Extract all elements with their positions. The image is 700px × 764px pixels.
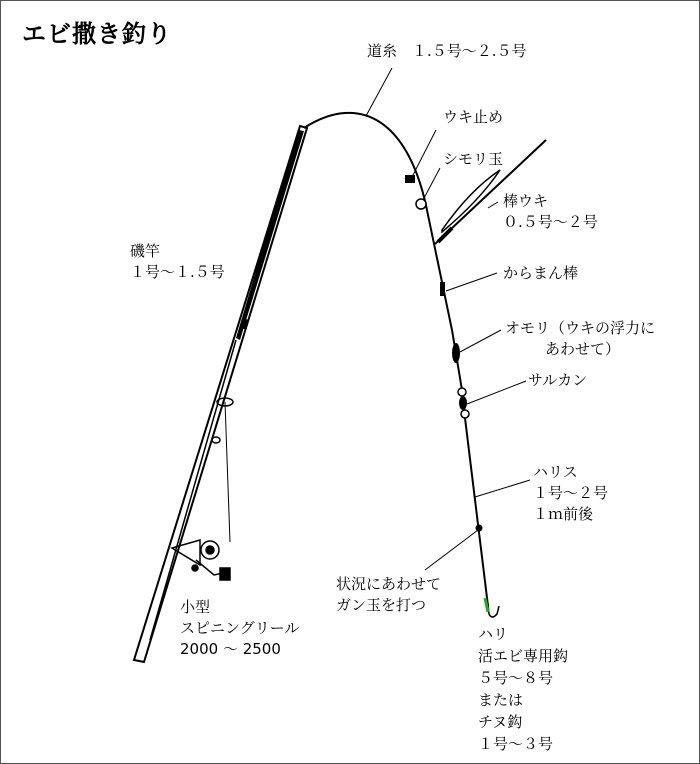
rod-size-label: １号～１.５号 [130, 263, 225, 281]
rod [134, 126, 307, 662]
reel-label: 小型 [180, 598, 211, 616]
alt-hook-size-label: １号～３号 [478, 735, 554, 753]
karaman-rod [440, 282, 445, 296]
hook-label: ハリ [478, 625, 509, 643]
karaman-rod-label: からまん棒 [503, 264, 579, 282]
sinker-label: オモリ（ウキの浮力に [505, 319, 656, 337]
or-label: または [478, 691, 524, 709]
shimori-bead-label: シモリ玉 [443, 150, 504, 168]
split-shot [476, 525, 483, 532]
float-stopper [405, 175, 415, 183]
alt-hook-label: チヌ鈎 [478, 713, 523, 731]
main-line [304, 113, 462, 390]
leader-size-label: １号～２号 [533, 484, 609, 502]
swivel-label: サルカン [528, 371, 588, 389]
reel-type-label: スピニングリール [180, 619, 300, 637]
leader-label: ハリス [533, 463, 578, 481]
reel-size-label: 2000 ～ 2500 [180, 640, 281, 658]
hook-type-label: 活エビ専用鈎 [478, 647, 569, 665]
line-rod-to-reel [225, 402, 230, 542]
reel [172, 540, 230, 580]
swivel [458, 388, 469, 418]
sinker [452, 343, 460, 363]
shimori-bead [416, 199, 426, 209]
hook-size-label: ５号～８号 [478, 669, 554, 687]
stick-float-label: 棒ウキ [503, 192, 549, 210]
main-line-label: 道糸 １.５号～２.５号 [367, 42, 527, 60]
sinker-label-cont: あわせて） [545, 340, 621, 358]
split-shot-label-cont: ガン玉を打つ [336, 596, 427, 614]
leader [465, 418, 488, 606]
diagram-title: エビ撒き釣り [22, 20, 172, 48]
leader-length-label: １ｍ前後 [533, 505, 594, 523]
split-shot-label: 状況にあわせて [336, 575, 442, 593]
rod-label: 磯竿 [130, 242, 161, 260]
stick-float-size-label: ０.５号～２号 [503, 213, 598, 231]
float-stopper-label: ウキ止め [443, 108, 504, 126]
hook [485, 598, 499, 617]
